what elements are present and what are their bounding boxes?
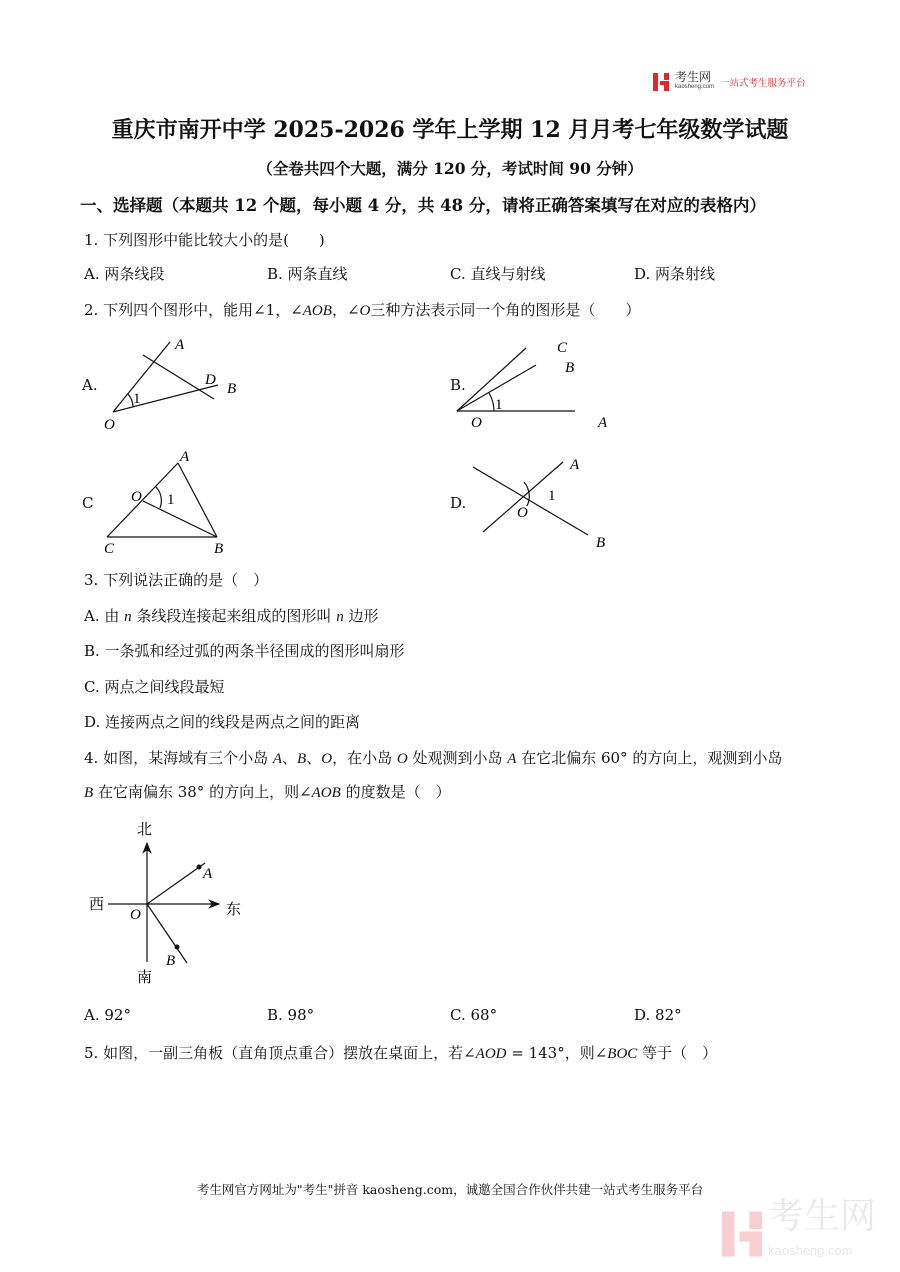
fig-c-angle-label: 1 <box>167 492 175 508</box>
q3-option-d: D. 连接两点之间的线段是两点之间的距离 <box>84 713 361 731</box>
q4-option-a: A. 92° <box>84 1006 131 1024</box>
compass-east: 东 <box>226 900 242 918</box>
logo-slogan: 一站式考生服务平台 <box>720 78 806 89</box>
page-subtitle: （全卷共四个大题，满分 120 分，考试时间 90 分钟） <box>257 159 643 178</box>
fig-d-label-o: O <box>517 505 528 521</box>
q4-option-c: C. 68° <box>450 1006 498 1024</box>
q2-figure-b <box>457 348 575 411</box>
footer-text: 考生网官方网址为"考生"拼音 kaosheng.com，诚邀全国合作伙伴共建一站式考生服务平台 <box>196 1182 704 1197</box>
section-heading: 一、选择题（本题共 12 个题，每小题 4 分，共 48 分，请将正确答案填写在对应的表格内） <box>80 196 766 215</box>
fig-b-label-c: C <box>557 340 568 356</box>
compass-west: 西 <box>89 895 105 913</box>
compass-label-b: B <box>166 953 176 969</box>
q1-option-c: C. 直线与射线 <box>450 265 546 283</box>
fig-d-angle-label: 1 <box>548 488 556 504</box>
q2-option-a-label: A. <box>82 376 98 394</box>
q2-figure-c <box>107 463 217 537</box>
q3-option-c: C. 两点之间线段最短 <box>84 678 225 696</box>
q2-option-d-label: D. <box>450 494 467 512</box>
fig-a-label-a: A <box>175 337 185 353</box>
fig-a-label-b: B <box>227 381 237 397</box>
compass-north: 北 <box>137 820 153 838</box>
compass-label-a: A <box>203 866 213 882</box>
fig-b-label-a: A <box>598 415 608 431</box>
q2-figure-a <box>113 342 218 412</box>
q1-stem: 1. 下列图形中能比较大小的是( ) <box>84 231 325 249</box>
fig-b-label-b: B <box>565 360 575 376</box>
fig-d-label-a: A <box>570 457 580 473</box>
q3-option-b: B. 一条弧和经过弧的两条半径围成的图形叫扇形 <box>84 642 405 660</box>
island-b-point <box>175 945 180 950</box>
q4-stem-line2: B 在它南偏东 38° 的方向上，则∠AOB 的度数是（ ） <box>84 783 451 801</box>
q2-option-b-label: B. <box>450 376 466 394</box>
q3-stem: 3. 下列说法正确的是（ ） <box>84 571 269 589</box>
q2-option-c-label: C <box>82 494 94 512</box>
q4-compass-figure <box>108 843 219 963</box>
fig-c-label-c: C <box>104 541 115 557</box>
fig-b-label-o: O <box>471 415 482 431</box>
q4-option-d: D. 82° <box>634 1006 682 1024</box>
fig-b-angle-label: 1 <box>495 397 503 413</box>
island-a-point <box>197 865 202 870</box>
fig-d-label-b: B <box>596 535 606 551</box>
fig-a-label-o: O <box>104 417 115 433</box>
page-title: 重庆市南开中学 2025-2026 学年上学期 12 月月考七年级数学试题 <box>111 117 789 143</box>
fig-a-label-d: D <box>205 372 216 388</box>
fig-c-label-a: A <box>180 449 190 465</box>
compass-south: 南 <box>137 968 153 986</box>
q1-option-a: A. 两条线段 <box>84 265 165 283</box>
fig-a-angle-label: 1 <box>133 391 141 407</box>
q1-option-b: B. 两条直线 <box>267 265 348 283</box>
q4-option-b: B. 98° <box>267 1006 315 1024</box>
fig-c-label-o: O <box>131 489 142 505</box>
q1-option-d: D. 两条射线 <box>634 265 716 283</box>
q4-stem-line1: 4. 如图，某海域有三个小岛 A、B、O，在小岛 O 处观测到小岛 A 在它北偏东 60° 的方向上，观测到小岛 <box>84 749 783 767</box>
q3-option-a: A. 由 n 条线段连接起来组成的图形叫 n 边形 <box>84 607 379 625</box>
compass-label-o: O <box>130 907 141 923</box>
fig-c-label-b: B <box>214 541 224 557</box>
logo-name: 考生网 kaosheng.com <box>675 70 715 90</box>
kaosheng-watermark-icon <box>722 1210 762 1258</box>
watermark-logo: 考生网 kaosheng.com <box>722 1200 876 1268</box>
q5-stem: 5. 如图，一副三角板（直角顶点重合）摆放在桌面上，若∠AOD = 143°，则∠BOC 等于（ ） <box>84 1044 718 1062</box>
q2-stem: 2. 下列四个图形中，能用∠1，∠AOB，∠O三种方法表示同一个角的图形是（ ） <box>84 301 641 319</box>
